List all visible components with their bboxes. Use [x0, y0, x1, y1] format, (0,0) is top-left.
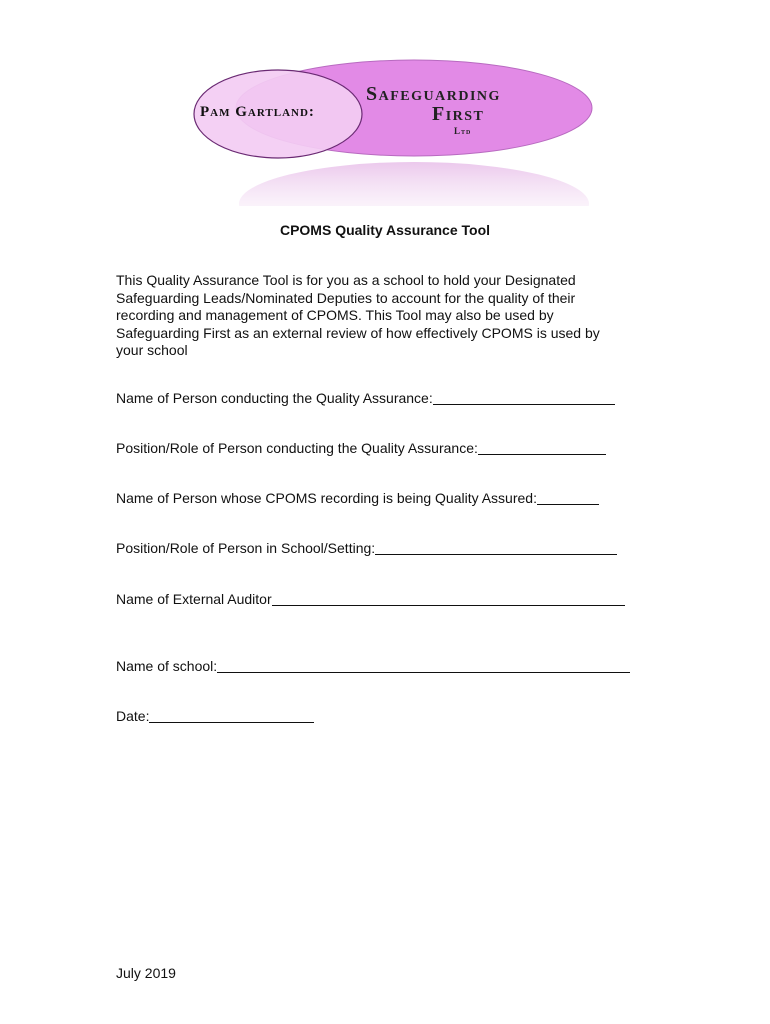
- field-label: Name of Person whose CPOMS recording is being Quality Assured:: [116, 490, 537, 506]
- field-external-auditor: [116, 591, 625, 608]
- qa-person-role-line[interactable]: [478, 440, 606, 455]
- assured-person-name-line[interactable]: [537, 490, 599, 505]
- date-line[interactable]: [149, 708, 314, 723]
- logo-reflection: [239, 162, 589, 206]
- field-label: Name of school:: [116, 658, 218, 674]
- field-date: [116, 708, 314, 725]
- company-logo: [186, 56, 606, 206]
- logo-name-right-line2: First: [432, 103, 485, 125]
- field-assured-person-name: [116, 490, 599, 507]
- field-school-name: [116, 658, 630, 675]
- field-qa-person-role: [116, 440, 606, 457]
- field-label: Date:: [116, 708, 150, 724]
- school-name-line[interactable]: [217, 658, 630, 673]
- field-school-role: [116, 540, 617, 557]
- external-auditor-line[interactable]: [272, 591, 625, 606]
- logo-graphic: [186, 56, 606, 206]
- field-qa-person-name: [116, 390, 615, 407]
- field-label: Position/Role of Person in School/Setting:: [116, 540, 376, 556]
- field-label: Name of Person conducting the Quality Assurance:: [116, 390, 433, 406]
- logo-name-left: Pam Gartland:: [200, 104, 315, 120]
- logo-name-suffix: Ltd: [454, 126, 472, 136]
- field-label: Position/Role of Person conducting the Quality Assurance:: [116, 440, 478, 456]
- document-title: CPOMS Quality Assurance Tool: [279, 222, 491, 238]
- footer-date: July 2019: [116, 965, 176, 981]
- qa-person-name-line[interactable]: [433, 390, 615, 405]
- logo-name-right-line1: Safeguarding: [366, 83, 501, 105]
- field-label: Name of External Auditor: [116, 591, 272, 607]
- intro-paragraph: This Quality Assurance Tool is for you as a school to hold your Designated Safeguarding Leads/Nominated Deputies to account for the quality of their recording and management of CPOMS. This Tool may also be used by Safeguarding First as an external review of how effectively CPOMS is used by your school: [116, 272, 600, 358]
- school-role-line[interactable]: [375, 540, 617, 555]
